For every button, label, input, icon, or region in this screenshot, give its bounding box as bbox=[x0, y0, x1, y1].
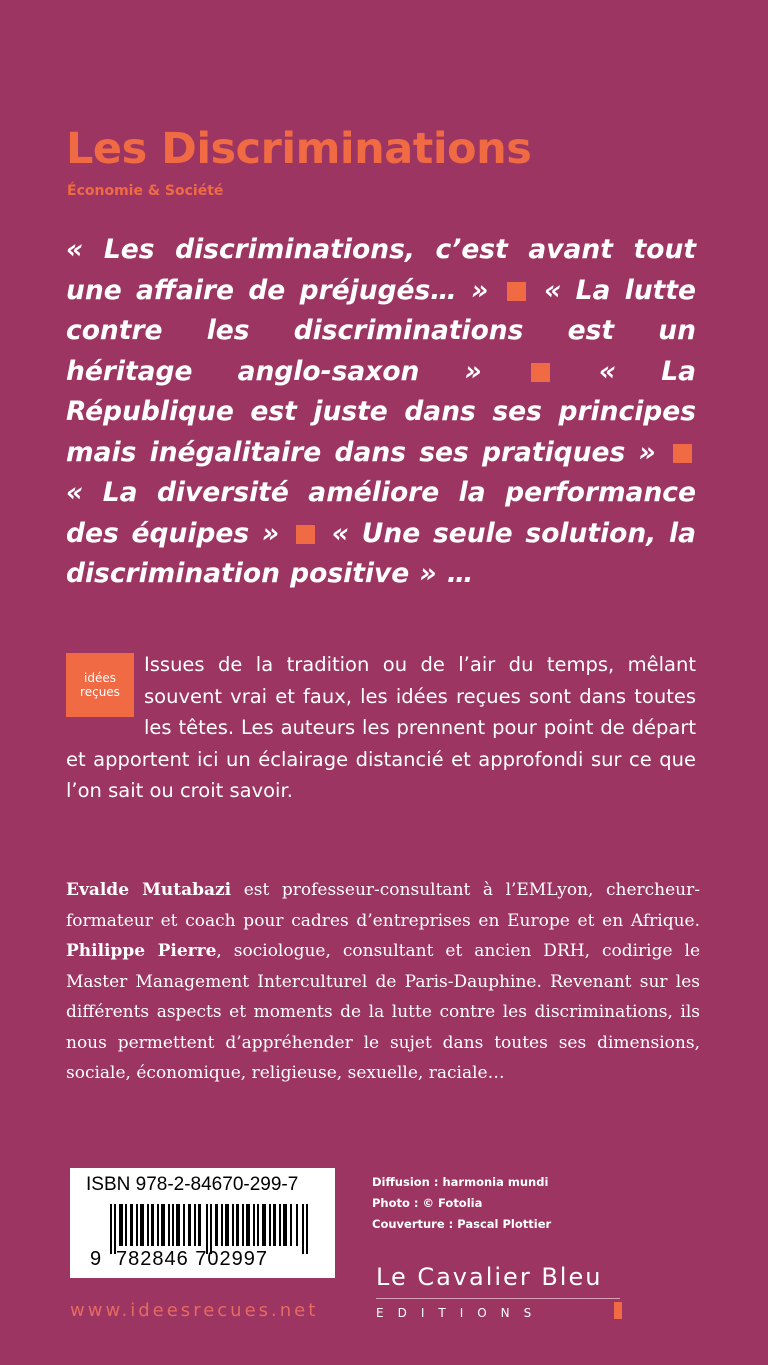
book-title: Les Discriminations bbox=[66, 124, 532, 174]
credits bbox=[372, 1172, 551, 1235]
author-name-1: Evalde Mutabazi bbox=[66, 880, 232, 900]
quote-5: « Une seule solution, la discrimination positive » … bbox=[66, 517, 697, 589]
barcode-digits: 782846 702997 bbox=[116, 1248, 269, 1270]
quote-3: « La République est juste dans ses principes mais inégalitaire dans ses pratiques » bbox=[66, 355, 696, 468]
barcode-first-digit: 9 bbox=[90, 1248, 102, 1270]
barcode-panel bbox=[70, 1168, 335, 1278]
credit-diffusion: Diffusion : harmonia mundi bbox=[372, 1175, 549, 1189]
author-bio-2: , sociologue, consultant et ancien DRH, codirige le Master Management Interculturel de Paris-Dauphine. Revenant sur les différents aspects et moments de la lutte contre les discriminations, ils nous permettent d’appréhender le sujet dans toutes ses dimensions, sociale, économique, religieuse, sexuelle, raciale… bbox=[66, 941, 701, 1083]
intro-text: Issues de la tradition ou de l’air du temps, mêlant souvent vrai et faux, les idées reçues sont dans toutes les têtes. Les auteurs les prennent pour point de départ et apportent ici un éclairage distancié et approfondi sur ce que l’on sait ou croit savoir. bbox=[66, 653, 696, 802]
idees-recues-logo bbox=[66, 653, 134, 717]
badge-line-2: reçues bbox=[80, 685, 120, 699]
publisher-divider bbox=[376, 1298, 620, 1299]
barcode-icon bbox=[110, 1204, 310, 1254]
credit-photo: Photo : © Fotolia bbox=[372, 1196, 483, 1210]
badge-line-1: idées bbox=[84, 671, 116, 685]
quote-1: « Les discriminations, c’est avant tout une affaire de préjugés… » bbox=[66, 234, 696, 306]
square-bullet-icon bbox=[531, 363, 550, 382]
author-name-2: Philippe Pierre bbox=[66, 941, 217, 961]
collection-subtitle: Économie & Société bbox=[67, 183, 224, 199]
authors-paragraph bbox=[66, 875, 700, 1089]
intro-paragraph bbox=[66, 649, 696, 807]
square-bullet-icon bbox=[507, 282, 526, 301]
credit-couverture: Couverture : Pascal Plottier bbox=[372, 1217, 552, 1231]
website-url: www.ideesrecues.net bbox=[70, 1300, 319, 1321]
author-bio-1: est professeur-consultant à l’EMLyon, chercheur-formateur et coach pour cadres d’entreprises en Europe et en Afrique. bbox=[66, 880, 700, 931]
publisher-mark-icon bbox=[614, 1302, 622, 1319]
square-bullet-icon bbox=[673, 444, 692, 463]
quote-4: « La diversité améliore la performance des équipes » bbox=[66, 477, 696, 549]
square-bullet-icon bbox=[296, 525, 315, 544]
quote-2: « La lutte contre les discriminations est un héritage anglo-saxon » bbox=[66, 274, 696, 387]
quotes-block bbox=[66, 230, 696, 595]
isbn-number: ISBN 978-2-84670-299-7 bbox=[86, 1174, 299, 1195]
publisher-logo: Le Cavalier Bleu bbox=[376, 1263, 603, 1291]
publisher-editions: EDITIONS bbox=[376, 1306, 546, 1320]
